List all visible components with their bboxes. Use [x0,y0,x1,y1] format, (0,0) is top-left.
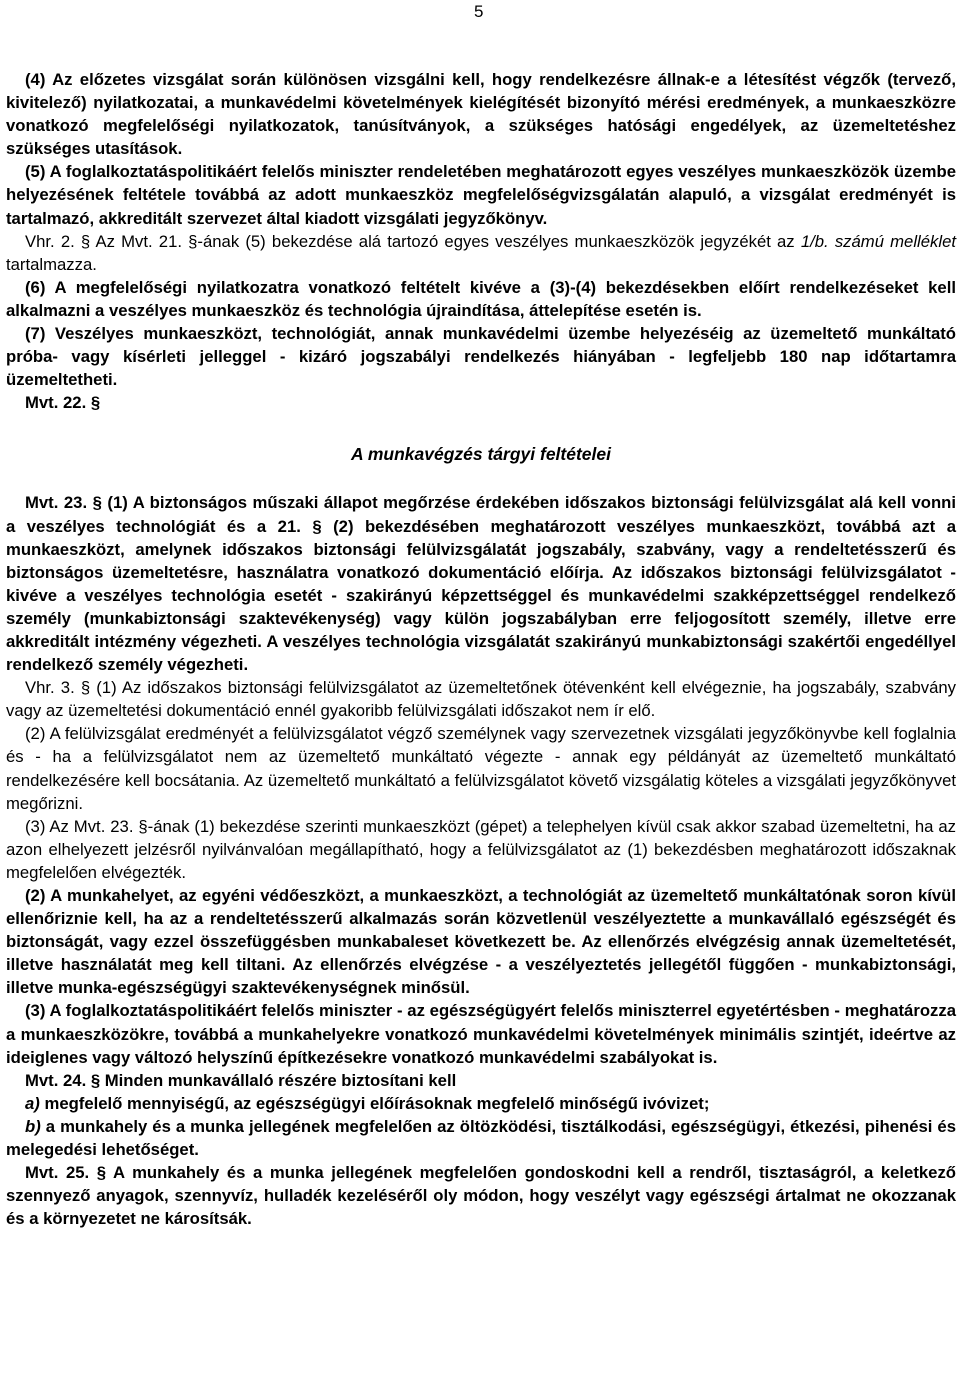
list-item-a [6,1092,956,1115]
list-label-a: a) [25,1093,40,1113]
section-mvt-22: Mvt. 22. § [25,393,101,413]
paragraph-7: (7) Veszélyes munkaeszközt, technológiát, annak munkavédelmi üzembe helyezéséig az üzemeltető munkáltató próba- vagy kísérleti jelleggel - kizáró jogszabályi rendelkezés hiányában - legfeljebb 180 nap időtartamra üzemeltetheti. [6,324,956,390]
section-mvt-24: Mvt. 24. § Minden munkavállaló részére biztosítani kell [25,1070,457,1090]
paragraph-mvt-23-3: (3) A foglalkoztatáspolitikáért felelős miniszter - az egészségügyért felelős miniszterrel egyetértésben - meghatározza a munkaeszközökre, továbbá a munkahelyekre vonatkozó munkavédelmi követelmények minimális szintjét, ideértve az ideiglenes vagy változó helyszínű építkezésekre vonatkozó munkavédelmi szabályokat is. [6,1001,956,1067]
paragraph-vhr-3-2: (2) A felülvizsgálat eredményét a felülvizsgálatot végző személynek vagy szervezetnek vizsgálati jegyzőkönyvbe kell foglalnia és - ha a felülvizsgálatot nem az üzemeltető munkáltató végezte - annak egy példányát az üzemeltető munkáltató rendelkezésére kell bocsátania. Az üzemeltető munkáltató a felülvizsgálatot követő vizsgálatig köteles a vizsgálati jegyzőkönyvet megőrizni. [6,724,956,813]
vhr-2-text: Vhr. 2. § Az Mvt. 21. §-ának (5) bekezdése alá tartozó egyes veszélyes munkaeszközök jegyzékét az [25,231,801,251]
paragraph-5: (5) A foglalkoztatáspolitikáért felelős miniszter rendeletében meghatározott egyes veszélyes munkaeszközök üzembe helyezésének feltétele továbbá az adott munkaeszköz megfelelőségvizsgálatán alapuló, a vizsgálat eredményét is tartalmazó, akkreditált szervezet által kiadott vizsgálati jegyzőkönyv. [6,162,956,228]
paragraph-mvt-23-2: (2) A munkahelyet, az egyéni védőeszközt, a munkaeszközt, a technológiát az üzemeltető munkáltatónak soron kívül ellenőriznie kell, ha az a rendeltetésszerű alkalmazás során közvetlenül veszélyeztette a munkavállaló egészségét és biztonságát, vagy ezzel összefüggésben munkabaleset következett be. Az ellenőrzés elvégzésig annak üzemeltetését, illetve használatát meg kell tiltani. Az ellenőrzés elvégzése - a veszélyeztetés jellegétől függően - munkabiztonsági, illetve munka-egészségügyi szaktevékenységnek minősül. [6,886,956,998]
list-text-b: a munkahely és a munka jellegének megfelelően az öltözködési, tisztálkodási, egészségügyi, étkezési, pihenési és melegedési lehetőséget. [6,1116,956,1160]
paragraph-6: (6) A megfelelőségi nyilatkozatra vonatkozó feltételt kivéve a (3)-(4) bekezdésekben előírt rendelkezéseket kell alkalmazni a veszélyes munkaeszköz és technológia újraindítása, áttelepítése esetén is. [6,277,956,320]
document-body [6,68,956,1230]
paragraph-vhr-2 [6,230,956,276]
list-item-b [6,1115,956,1161]
section-mvt-23: Mvt. 23. § (1) A biztonságos műszaki állapot megőrzése érdekében időszakos biztonsági felülvizsgálat alá kell vonni a veszélyes technológiát és a 21. § (2) bekezdésében meghatározott veszélyes munkaeszközt, továbbá azt a munkaeszközt, amelynek időszakos biztonsági felülvizsgálatát jogszabály, szabvány, vagy a rendeltetésszerű és biztonságos üzemeltetésre, használatra vonatkozó dokumentáció előírja. Az időszakos biztonsági felülvizsgálatot - kivéve a veszélyes technológia esetét - szakirányú képzettséggel és munkavédelmi szakképzettséggel rendelkező személy (munkabiztonsági szaktevékenység) vagy külön jogszabályban erre feljogosított személy, illetve erre akkreditált intézmény végezheti. A veszélyes technológia vizsgálatát szakirányú munkabiztonsági szakértői engedéllyel rendelkező személy végezheti. [6,493,956,675]
section-mvt-25: Mvt. 25. § A munkahely és a munka jellegének megfelelően gondoskodni kell a rendről, tisztaságról, a keletkező szennyező anyagok, szennyvíz, hulladék kezeléséről oly módon, hogy veszélyt vagy egészségi ártalmat ne okozzanak és a környezetet ne károsítsák. [6,1163,956,1229]
paragraph-vhr-3-3: (3) Az Mvt. 23. §-ának (1) bekezdése szerinti munkaeszközt (gépet) a telephelyen kívül csak akkor szabad üzemeltetni, ha az azon elhelyezett jelzésről nyilvánvalóan megállapítható, hogy a felülvizsgálatot az (1) bekezdésben meghatározott időszaknak megfelelően elvégezték. [6,816,956,882]
page-number: 5 [474,2,484,21]
list-text-a: megfelelő mennyiségű, az egészségügyi előírásoknak megfelelő minőségű ivóvizet; [39,1093,710,1113]
vhr-2-tail: tartalmazza. [6,254,97,274]
paragraph-4: (4) Az előzetes vizsgálat során különösen vizsgálni kell, hogy rendelkezésre állnak-e a létesítést végzők (tervező, kivitelező) nyilatkozatai, a munkavédelmi követelmények kielégítését bizonyító mérési eredmények, a munkaeszközre vonatkozó megfelelőségi nyilatkozatok, tanúsítványok, a szükséges hatósági engedélyek, az üzemeltetéshez szükséges utasítások. [6,70,956,159]
paragraph-vhr-3-1: Vhr. 3. § (1) Az időszakos biztonsági felülvizsgálatot az üzemeltetőnek ötévenként kell elvégeznie, ha jogszabály, szabvány vagy az üzemeltetési dokumentáció ennél gyakoribb felülvizsgálati időszakot nem ír elő. [6,678,956,721]
list-label-b: b) [25,1116,41,1136]
section-heading: A munkavégzés tárgyi feltételei [350,444,611,465]
annex-reference: 1/b. számú melléklet [800,231,956,251]
